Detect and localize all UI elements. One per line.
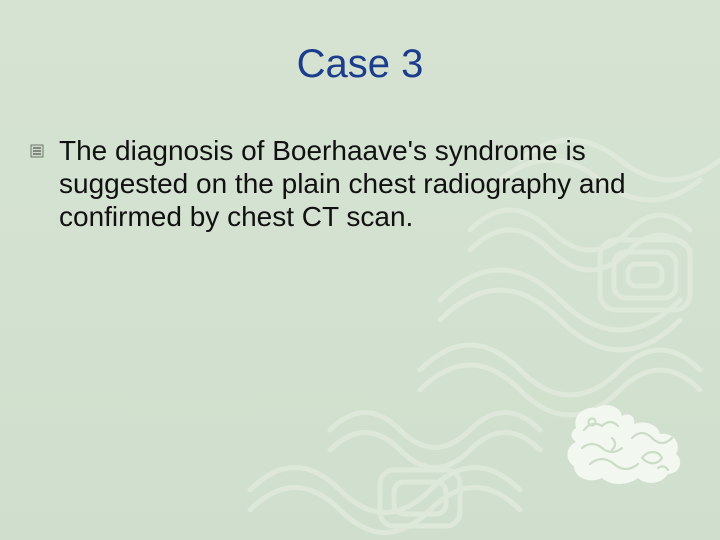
square-bullet-icon <box>30 144 44 158</box>
slide-title: Case 3 <box>296 42 424 86</box>
jade-dragon-emblem-icon <box>562 398 686 490</box>
bullet-text: The diagnosis of Boerhaave's syndrome is suggested on the plain chest radiography and confirmed by chest CT scan. <box>59 135 626 232</box>
